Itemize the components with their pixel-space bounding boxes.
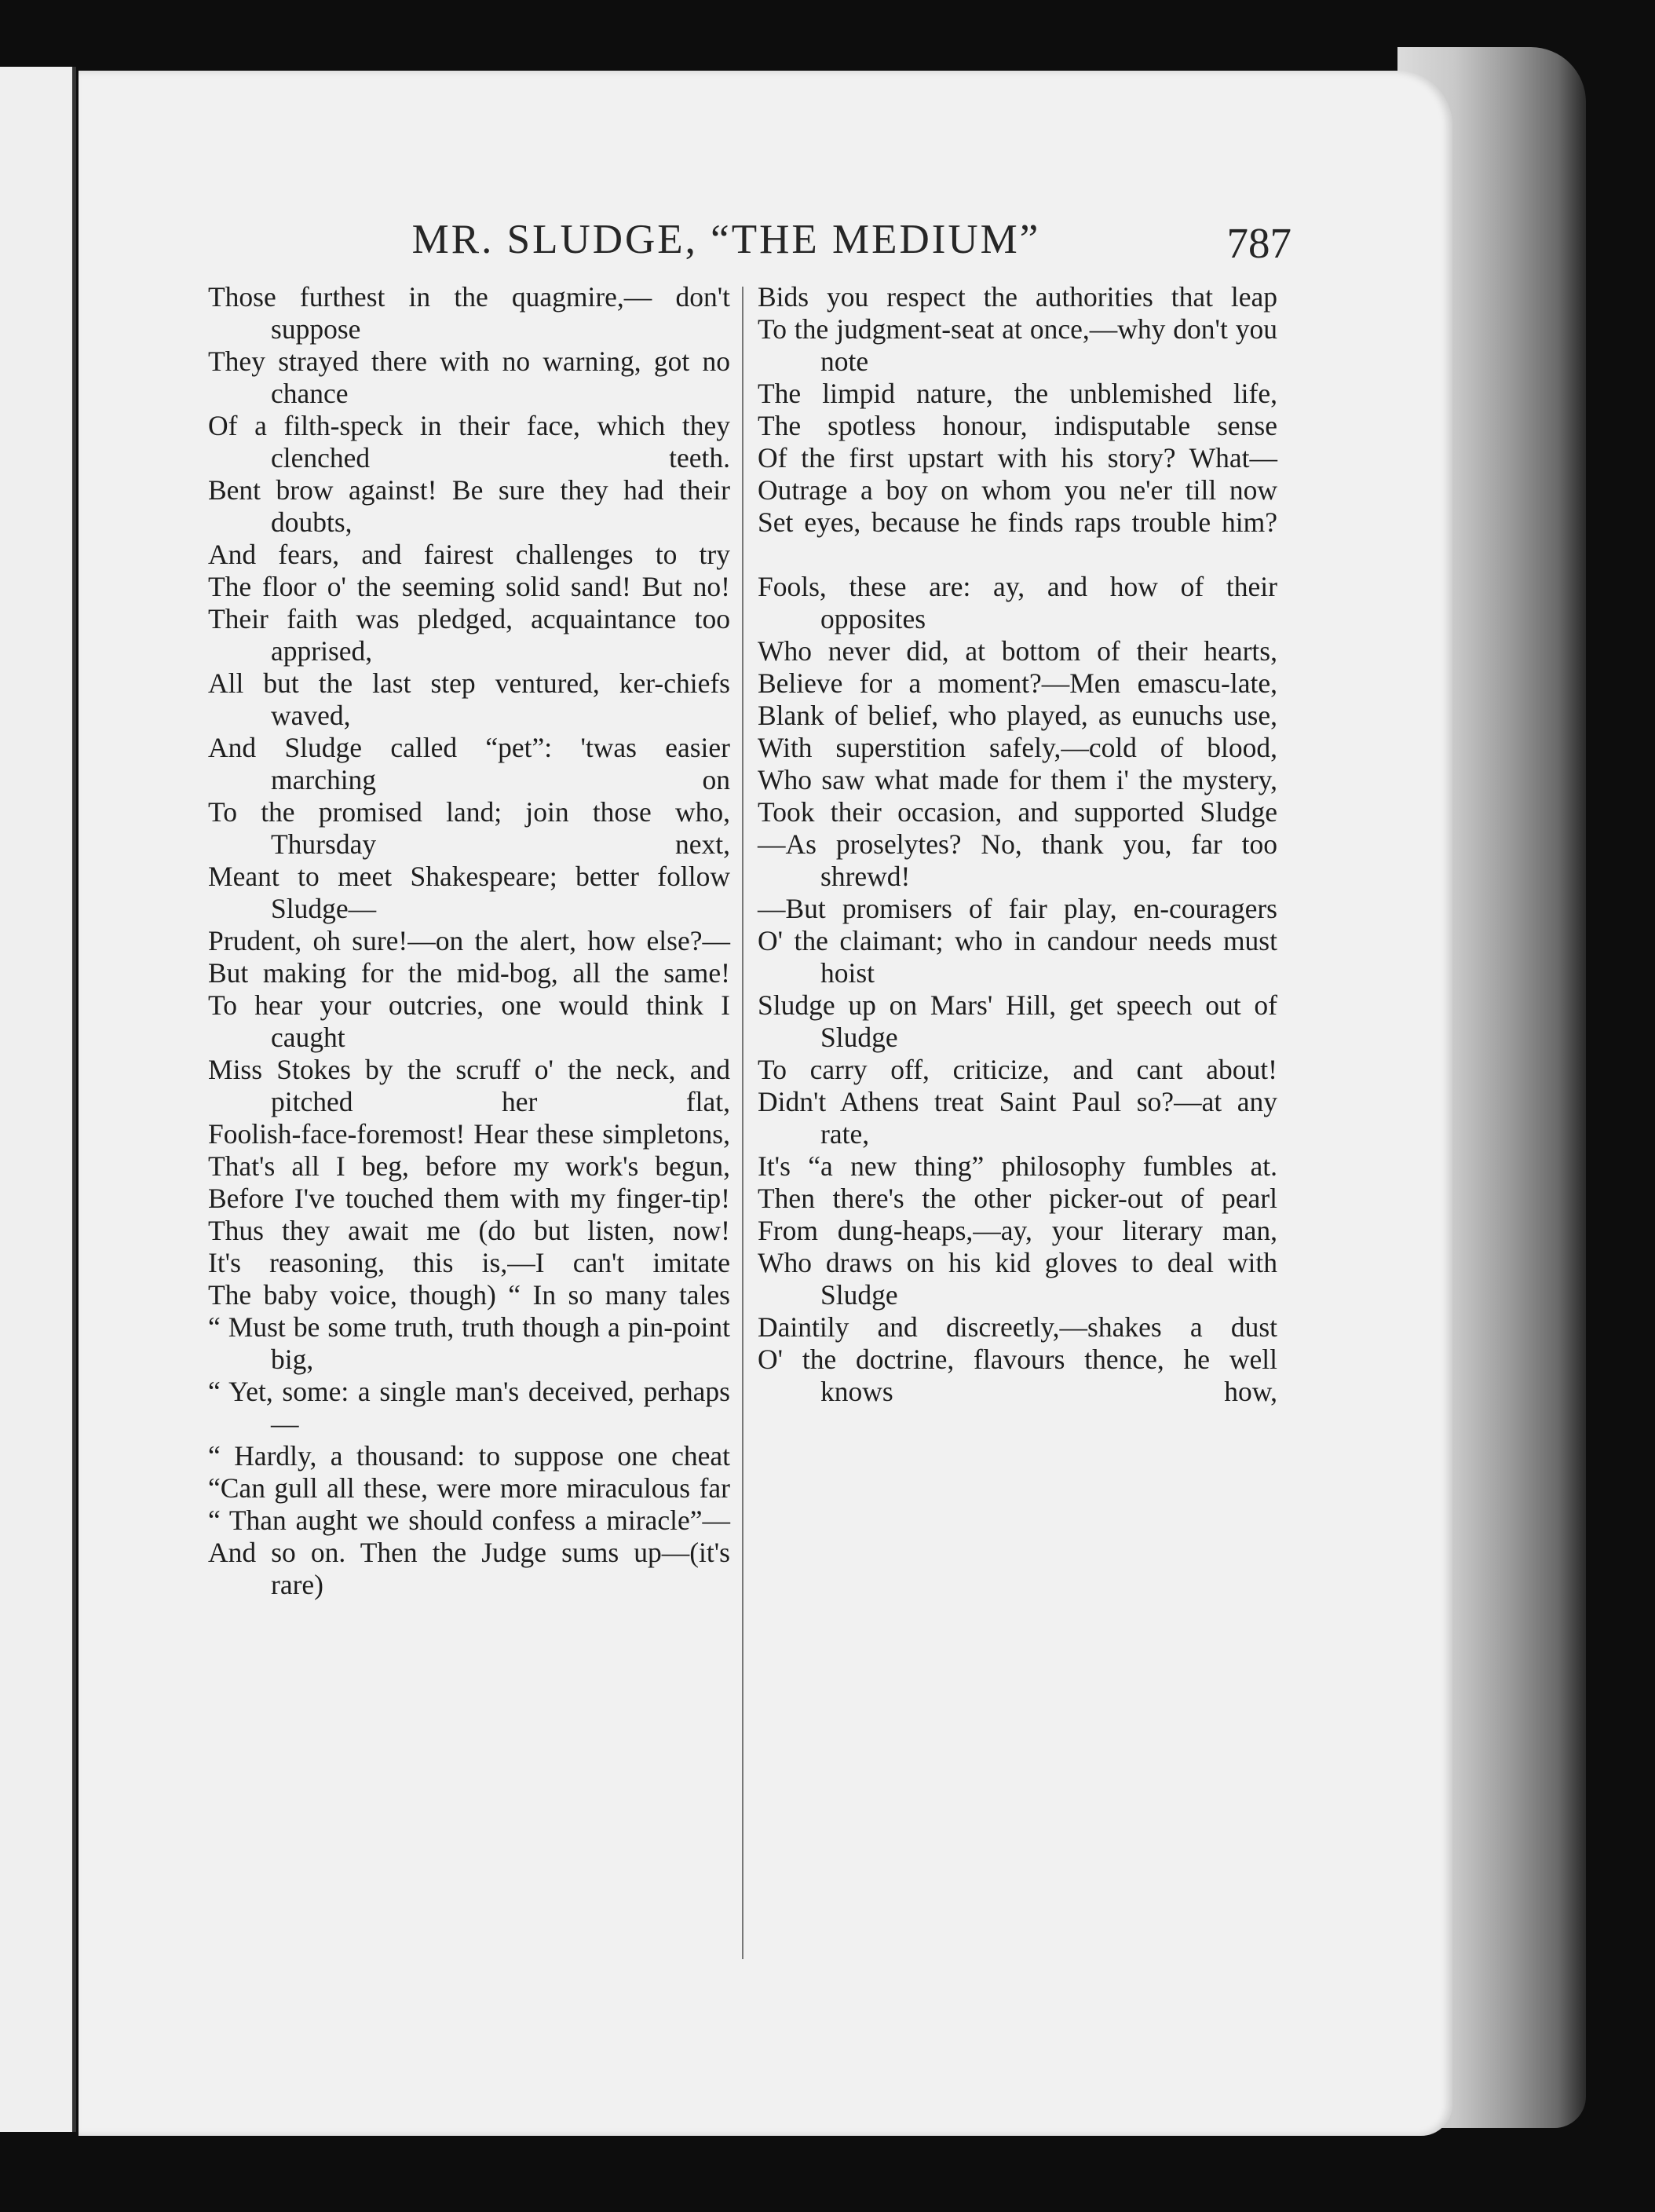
- verse-line: Blank of belief, who played, as eunuchs use,: [758, 700, 1277, 731]
- verse-line: The floor o' the seeming solid sand! But no!: [208, 571, 730, 602]
- verse-line: It's “a new thing” philosophy fumbles at.: [758, 1150, 1277, 1182]
- verse-line: From dung-heaps,—ay, your literary man,: [758, 1215, 1277, 1246]
- column-rule: [742, 287, 743, 1959]
- verse-line: Of the first upstart with his story? What—: [758, 442, 1277, 473]
- verse-line: Those furthest in the quagmire,— don't suppose: [208, 281, 730, 345]
- verse-line: Miss Stokes by the scruff o' the neck, and pitched her flat,: [208, 1054, 730, 1117]
- verse-line: “ Yet, some: a single man's deceived, perhaps—: [208, 1376, 730, 1439]
- verse-line: Believe for a moment?—Men emascu-late,: [758, 667, 1277, 699]
- verse-line: “ Must be some truth, truth though a pin-point big,: [208, 1311, 730, 1375]
- verse-line: Foolish-face-foremost! Hear these simpletons,: [208, 1118, 730, 1150]
- verse-line: The limpid nature, the unblemished life,: [758, 378, 1277, 409]
- verse-line: Bids you respect the authorities that leap: [758, 281, 1277, 313]
- verse-line: “ Than aught we should confess a miracle”—: [208, 1505, 730, 1536]
- verse-line: Outrage a boy on whom you ne'er till now: [758, 474, 1277, 506]
- verse-line: Fools, these are: ay, and how of their opposites: [758, 571, 1277, 634]
- verse-line: And so on. Then the Judge sums up—(it's rare): [208, 1537, 730, 1600]
- verse-line: Meant to meet Shakespeare; better follow Sludge—: [208, 861, 730, 924]
- verse-line: All but the last step ventured, ker-chiefs waved,: [208, 667, 730, 731]
- verse-line: They strayed there with no warning, got no chance: [208, 346, 730, 409]
- page-number: 787: [1226, 219, 1291, 267]
- verse-line: That's all I beg, before my work's begun,: [208, 1150, 730, 1182]
- left-column: [208, 281, 730, 1601]
- verse-line: “ Hardly, a thousand: to suppose one cheat: [208, 1440, 730, 1472]
- verse-line: Didn't Athens treat Saint Paul so?—at any rate,: [758, 1086, 1277, 1150]
- verse-line: To carry off, criticize, and cant about!: [758, 1054, 1277, 1085]
- running-head: MR. SLUDGE, “THE MEDIUM”: [411, 217, 1041, 262]
- verse-line: —As proselytes? No, thank you, far too shrewd!: [758, 828, 1277, 892]
- verse-line: Of a filth-speck in their face, which they clenched teeth.: [208, 410, 730, 473]
- verse-line: O' the doctrine, flavours thence, he well knows how,: [758, 1344, 1277, 1407]
- verse-line: And fears, and fairest challenges to try: [208, 539, 730, 570]
- verse-line: Who draws on his kid gloves to deal with Sludge: [758, 1247, 1277, 1311]
- verse-line: Sludge up on Mars' Hill, get speech out of Sludge: [758, 989, 1277, 1053]
- adjacent-page-edge: [0, 67, 76, 2132]
- verse-line: O' the claimant; who in candour needs must hoist: [758, 925, 1277, 989]
- verse-line: Bent brow against! Be sure they had their doubts,: [208, 474, 730, 538]
- verse-line: To hear your outcries, one would think I caught: [208, 989, 730, 1053]
- verse-line: Who saw what made for them i' the mystery,: [758, 764, 1277, 795]
- verse-line: Before I've touched them with my finger-tip!: [208, 1183, 730, 1214]
- verse-line: With superstition safely,—cold of blood,: [758, 732, 1277, 763]
- verse-line: Took their occasion, and supported Sludge: [758, 796, 1277, 828]
- verse-line: Their faith was pledged, acquaintance too apprised,: [208, 603, 730, 667]
- verse-line: The spotless honour, indisputable sense: [758, 410, 1277, 441]
- verse-line: Daintily and discreetly,—shakes a dust: [758, 1311, 1277, 1343]
- verse-line: Thus they await me (do but listen, now!: [208, 1215, 730, 1246]
- verse-line: Prudent, oh sure!—on the alert, how else?—: [208, 925, 730, 956]
- verse-line: It's reasoning, this is,—I can't imitate: [208, 1247, 730, 1278]
- verse-line: “Can gull all these, were more miraculous far: [208, 1472, 730, 1504]
- right-column: [758, 281, 1277, 1408]
- verse-line: Then there's the other picker-out of pearl: [758, 1183, 1277, 1214]
- verse-line: To the judgment-seat at once,—why don't you note: [758, 313, 1277, 377]
- verse-line: —But promisers of fair play, en-couragers: [758, 893, 1277, 924]
- verse-line: To the promised land; join those who, Thursday next,: [208, 796, 730, 860]
- verse-line: The baby voice, though) “ In so many tales: [208, 1279, 730, 1311]
- verse-line: Set eyes, because he finds raps trouble him?: [758, 506, 1277, 538]
- verse-line: And Sludge called “pet”: 'twas easier marching on: [208, 732, 730, 795]
- verse-line: But making for the mid-bog, all the same!: [208, 957, 730, 989]
- verse-line: Who never did, at bottom of their hearts,: [758, 635, 1277, 667]
